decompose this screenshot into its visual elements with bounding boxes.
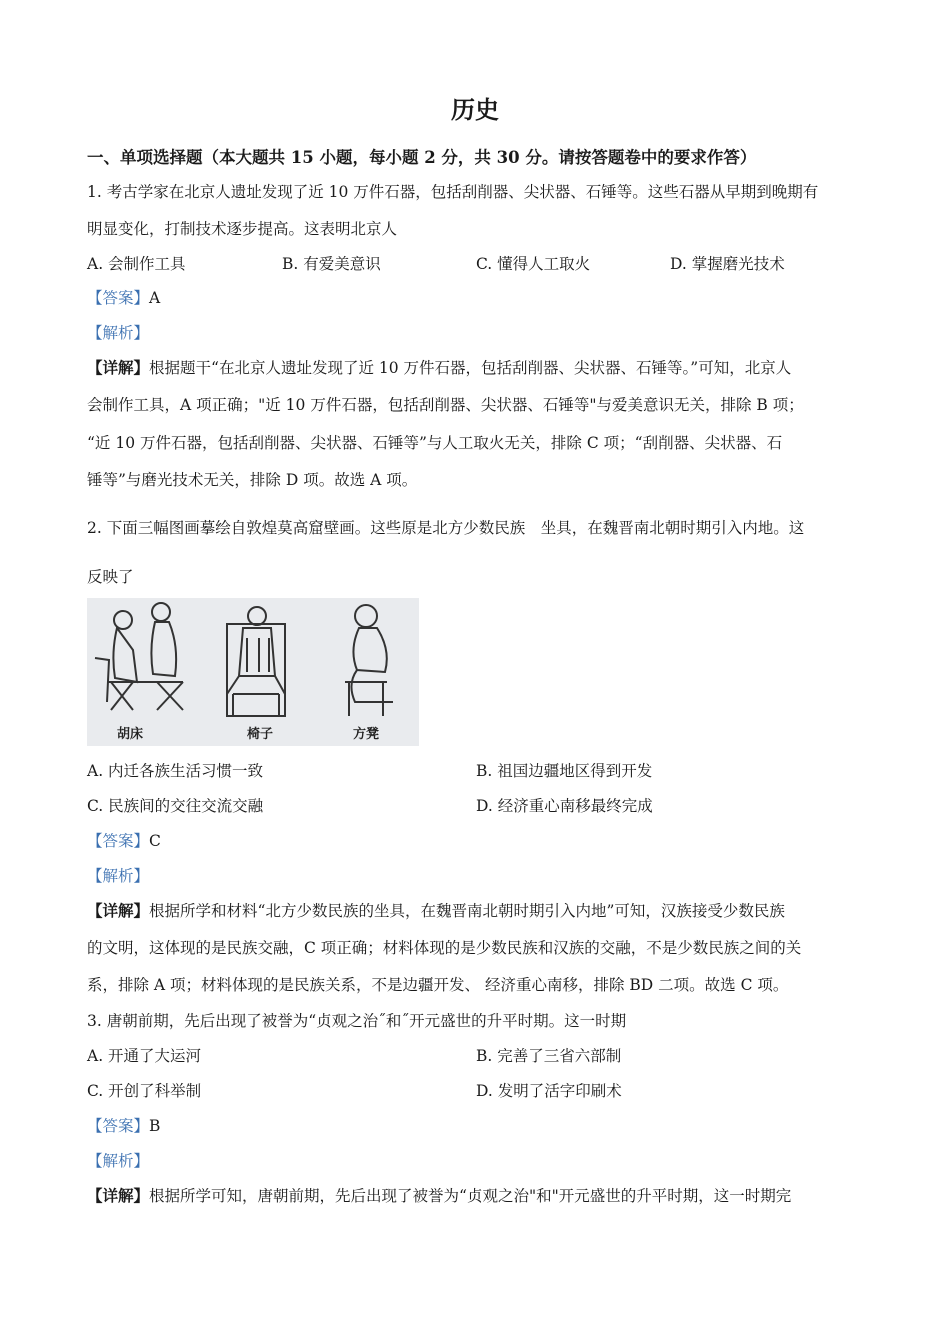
q1-option-a: A. 会制作工具 [87,255,186,273]
q2-detail-line-2: 的文明，这体现的是民族交融，C 项正确；材料体现的是少数民族和汉族的交融，不是少数民族之间的关 [87,939,802,957]
detail-text: 根据题干“在北京人遗址发现了近 10 万件石器，包括刮削器、尖状器、石锤等。”可知，北京人 [149,359,792,377]
q1-detail-line-4: 锤等”与磨光技术无关，排除 D 项。故选 A 项。 [87,471,418,489]
q2-option-b: B. 祖国边疆地区得到开发 [476,762,653,780]
q1-option-b: B. 有爱美意识 [282,255,381,273]
q2-detail-line-1 [87,901,785,921]
q2-option-a: A. 内迁各族生活习惯一致 [87,762,264,780]
q1-detail-line-3: “近 10 万件石器，包括刮削器、尖状器、石锤等”与人工取火无关，排除 C 项；“刮削器、尖状器、石 [87,434,783,452]
q1-option-c: C. 懂得人工取火 [476,255,591,273]
analysis-tag: 【解析】 [87,867,150,885]
q1-detail-line-2: 会制作工具，A 项正确；"近 10 万件石器，包括刮削器、尖状器、石锤等"与爱美意识无关，排除 B 项； [87,396,804,414]
answer-value: C [149,832,161,850]
answer-value: B [149,1117,161,1135]
q3-detail-line-1 [87,1186,791,1206]
q3-option-d: D. 发明了活字印刷术 [476,1082,622,1100]
q1-analysis-tag [87,323,149,343]
section-heading: 一、单项选择题（本大题共 15 小题，每小题 2 分，共 30 分。请按答题卷中的要求作答） [87,148,757,167]
detail-tag: 【详解】 [87,1186,150,1205]
detail-tag: 【详解】 [87,358,150,377]
q3-option-c: C. 开创了科举制 [87,1082,202,1100]
dunhuang-mural-figure [87,598,419,746]
answer-tag: 【答案】 [87,289,150,307]
detail-tag: 【详解】 [87,901,150,920]
answer-tag: 【答案】 [87,832,150,850]
analysis-tag: 【解析】 [87,1152,150,1170]
q2-answer [87,831,161,851]
q1-option-d: D. 掌握磨光技术 [670,255,785,273]
q3-answer [87,1116,160,1136]
q1-stem-line-1: 1. 考古学家在北京人遗址发现了近 10 万件石器，包括刮削器、尖状器、石锤等。这些石器从早期到晚期有 [87,183,819,201]
q1-stem-line-2: 明显变化，打制技术逐步提高。这表明北京人 [87,220,398,238]
answer-tag: 【答案】 [87,1117,150,1135]
q2-analysis-tag [87,866,149,886]
page-title: 历史 [451,95,499,124]
figure-label-hu-chuang: 胡床 [117,727,144,742]
q3-analysis-tag [87,1151,149,1171]
q2-stem-line-1: 2. 下面三幅图画摹绘自敦煌莫高窟壁画。这些原是北方少数民族 坐具，在魏晋南北朝时期引入内地。这 [87,519,805,537]
q3-option-b: B. 完善了三省六部制 [476,1047,622,1065]
q3-option-a: A. 开通了大运河 [87,1047,202,1065]
q3-stem-line-1: 3. 唐朝前期，先后出现了被誉为“贞观之治˝和˝开元盛世的升平时期。这一时期 [87,1012,627,1030]
q2-stem-line-2: 反映了 [87,568,134,586]
q1-answer [87,288,160,308]
analysis-tag: 【解析】 [87,324,150,342]
figure-label-chair: 椅子 [247,727,274,742]
q2-option-d: D. 经济重心南移最终完成 [476,797,653,815]
q2-detail-line-3: 系，排除 A 项；材料体现的是民族关系，不是边疆开发、 经济重心南移，排除 BD 二项。故选 C 项。 [87,976,789,994]
figure-label-stool: 方凳 [353,727,380,742]
q1-detail-line-1 [87,358,791,378]
detail-text: 根据所学和材料“北方少数民族的坐具，在魏晋南北朝时期引入内地”可知，汉族接受少数民族 [149,902,785,920]
q2-option-c: C. 民族间的交往交流交融 [87,797,264,815]
detail-text: 根据所学可知，唐朝前期，先后出现了被誉为“贞观之治"和"开元盛世的升平时期，这一时期完 [149,1187,792,1205]
answer-value: A [149,289,161,307]
